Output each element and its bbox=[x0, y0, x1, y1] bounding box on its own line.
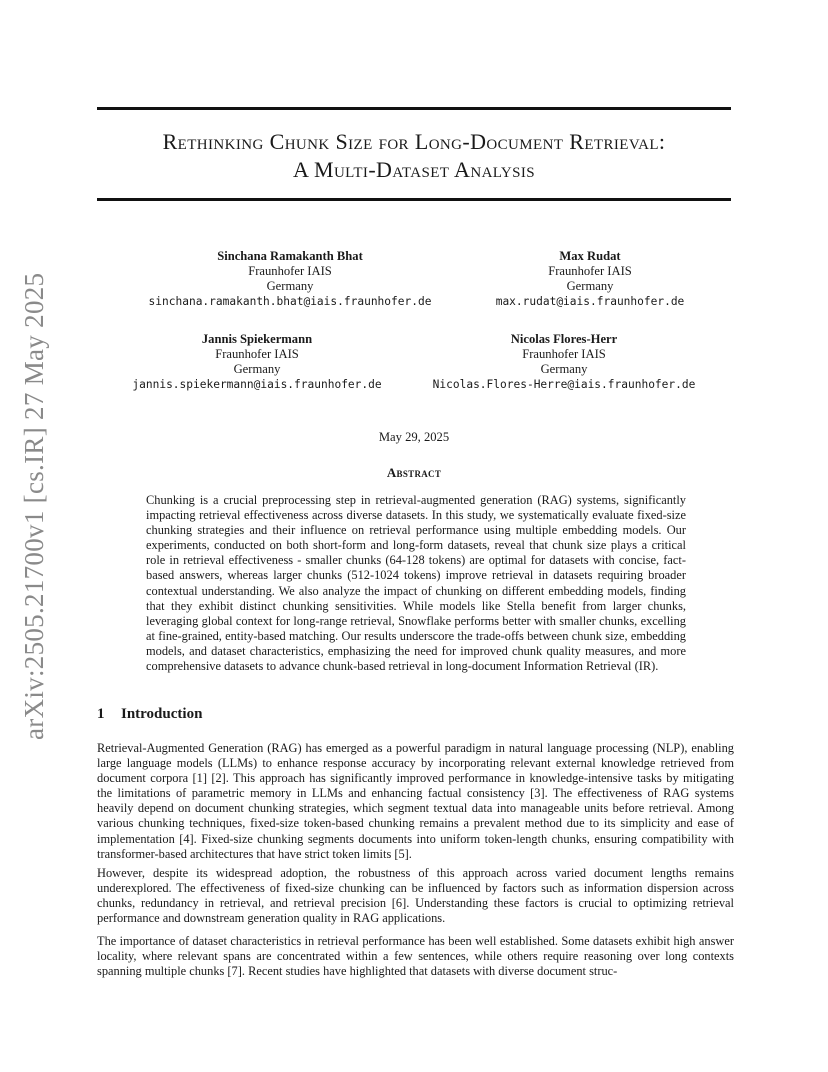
author-name: Max Rudat bbox=[559, 249, 621, 263]
body-paragraph: However, despite its widespread adoption, the robustness of this approach across varied document lengths remains underexplored. The effectiveness of fixed-size chunking can be influenced by factors such as information dispersion across chunks, redundancy in retrieval, and retrieval precision [6]. Understanding these factors is crucial to optimizing retrieval performance and downstream generation quality in RAG applications. bbox=[97, 866, 734, 926]
section-heading bbox=[97, 706, 202, 723]
section-title: Introduction bbox=[121, 706, 203, 722]
paper-date: May 29, 2025 bbox=[378, 430, 450, 444]
title-line-2: A Multi-Dataset Analysis bbox=[293, 157, 535, 182]
section-number: 1 bbox=[97, 706, 105, 722]
author-affiliation: Fraunhofer IAIS bbox=[522, 347, 606, 361]
author-affiliation: Fraunhofer IAIS bbox=[548, 264, 632, 278]
abstract-heading: Abstract bbox=[386, 465, 442, 480]
body-paragraph: Retrieval-Augmented Generation (RAG) has emerged as a powerful paradigm in natural language processing (NLP), enabling large language models (LLMs) to enhance response accuracy by incorporating relevant external knowledge retrieved from document corpora [1] [2]. This approach has significantly improved performance in knowledge-intensive tasks by mitigating the limitations of parametric memory in LLMs and enhancing factual consistency [3]. The effectiveness of RAG systems heavily depend on document chunking strategies, which segment textual data into manageable units before retrieval. Among various chunking techniques, fixed-size token-based chunking remains a prevalent method due to its simplicity and ease of implementation [4]. Fixed-size chunking segments documents into uniform token-length chunks, ensuring compatibility with transformer-based architectures that have strict token limits [5]. bbox=[97, 741, 734, 861]
author-block bbox=[112, 332, 402, 392]
author-affiliation: Fraunhofer IAIS bbox=[248, 264, 332, 278]
author-name: Sinchana Ramakanth Bhat bbox=[217, 249, 363, 263]
title-rule-top bbox=[97, 107, 731, 110]
author-block bbox=[470, 249, 710, 309]
author-country: Germany bbox=[266, 279, 314, 293]
title-line-1: Rethinking Chunk Size for Long-Document Retrieval: bbox=[162, 129, 666, 154]
author-email[interactable]: sinchana.ramakanth.bhat@iais.fraunhofer.de bbox=[148, 295, 432, 308]
title-rule-bottom bbox=[97, 198, 731, 201]
body-paragraph: The importance of dataset characteristics in retrieval performance has been well established. Some datasets exhibit high answer locality, where relevant spans are concentrated within a few sentences, while others require reasoning over long contexts spanning multiple chunks [7]. Recent studies have highlighted that datasets with diverse document struc- bbox=[97, 934, 734, 979]
author-name: Jannis Spiekermann bbox=[201, 332, 313, 346]
author-block bbox=[416, 332, 712, 392]
author-name: Nicolas Flores-Herr bbox=[510, 332, 618, 346]
author-block bbox=[130, 249, 450, 309]
abstract-text: Chunking is a crucial preprocessing step in retrieval-augmented generation (RAG) systems, significantly impacting retrieval effectiveness across diverse datasets. In this study, we systematically evaluate fixed-size chunking strategies and their influence on retrieval performance using multiple embedding models. Our experiments, conducted on both short-form and long-form datasets, reveal that chunk size plays a critical role in retrieval effectiveness - smaller chunks (64-128 tokens) are optimal for datasets with concise, fact-based answers, whereas larger chunks (512-1024 tokens) improve retrieval in datasets requiring broader contextual understanding. We also analyze the impact of chunking on different embedding models, finding that they exhibit distinct chunking sensitivities. While models like Stella benefit from larger chunks, leveraging global context for long-range retrieval, Snowflake performs better with smaller chunks, excelling at fine-grained, entity-based matching. Our results underscore the trade-offs between chunk size, embedding models, and dataset characteristics, emphasizing the need for improved chunk quality measures, and more comprehensive datasets to advance chunk-based retrieval in long-document Information Retrieval (IR). bbox=[146, 493, 686, 674]
author-email[interactable]: Nicolas.Flores-Herre@iais.fraunhofer.de bbox=[432, 378, 696, 391]
author-email[interactable]: jannis.spiekermann@iais.fraunhofer.de bbox=[132, 378, 382, 391]
author-country: Germany bbox=[540, 362, 588, 376]
author-affiliation: Fraunhofer IAIS bbox=[215, 347, 299, 361]
author-email[interactable]: max.rudat@iais.fraunhofer.de bbox=[495, 295, 685, 308]
arxiv-identifier: arXiv:2505.21700v1 [cs.IR] 27 May 2025 bbox=[19, 272, 49, 740]
author-country: Germany bbox=[233, 362, 281, 376]
paper-title bbox=[97, 128, 731, 184]
author-country: Germany bbox=[566, 279, 614, 293]
